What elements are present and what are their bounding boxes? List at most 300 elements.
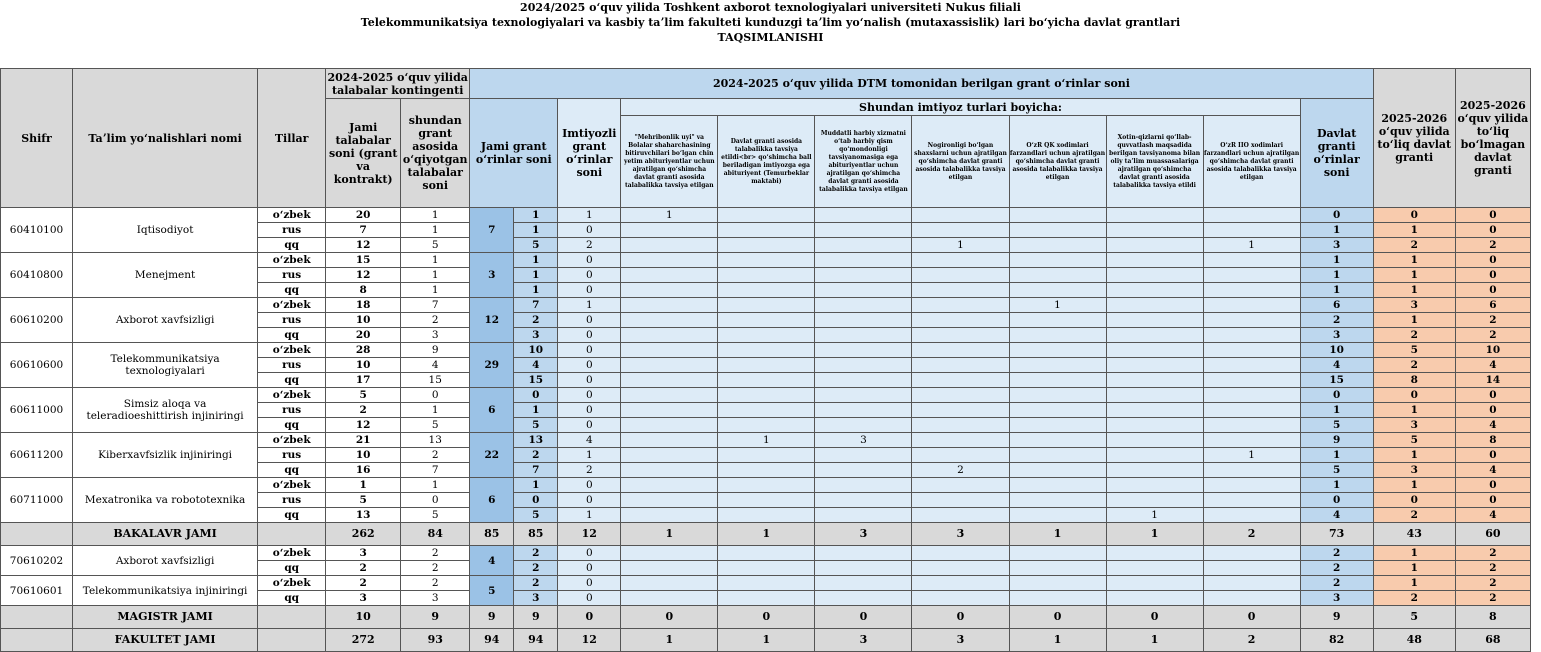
toliq-emas-grant-cell: 0 <box>1455 208 1530 223</box>
imtiyoz-type-cell <box>621 508 718 523</box>
jami-talaba-cell: 2 <box>326 576 401 591</box>
imtiyoz-type-cell <box>1203 223 1300 238</box>
imtiyoz-type-cell <box>815 313 912 328</box>
jami-talaba-cell: 1 <box>326 478 401 493</box>
lang-cell: rus <box>258 358 326 373</box>
imtiyoz-type-cell <box>815 298 912 313</box>
total-value-cell: 1 <box>718 629 815 652</box>
imtiyoz-type-cell <box>815 343 912 358</box>
header-imtiyoz-type-7: OʻzR IIO xodimlari farzandlari uchun ajratilgan qoʻshimcha davlat granti asosida talabalikka tavsiya etilgan <box>1203 116 1300 208</box>
imtiyoz-type-cell <box>1106 343 1203 358</box>
imtiyozli-cell: 2 <box>558 238 621 253</box>
imtiyozli-cell: 0 <box>558 561 621 576</box>
imtiyoz-type-cell <box>621 478 718 493</box>
lang-cell: oʻzbek <box>258 546 326 561</box>
imtiyoz-type-cell <box>621 223 718 238</box>
imtiyoz-type-cell <box>912 268 1009 283</box>
total-value-cell: 1 <box>1009 523 1106 546</box>
lang-cell: oʻzbek <box>258 253 326 268</box>
imtiyoz-type-cell <box>1203 508 1300 523</box>
imtiyoz-type-cell <box>621 373 718 388</box>
toliq-grant-cell: 5 <box>1373 433 1455 448</box>
lang-cell: qq <box>258 591 326 606</box>
imtiyoz-type-cell <box>718 418 815 433</box>
total-value-cell: 262 <box>326 523 401 546</box>
imtiyoz-type-cell <box>815 508 912 523</box>
imtiyoz-type-cell <box>718 208 815 223</box>
toliq-grant-cell: 1 <box>1373 576 1455 591</box>
imtiyoz-type-cell <box>1009 561 1106 576</box>
grant-talaba-cell: 3 <box>401 328 470 343</box>
jami-talaba-cell: 12 <box>326 268 401 283</box>
grant-talaba-cell: 1 <box>401 478 470 493</box>
lang-cell: oʻzbek <box>258 433 326 448</box>
imtiyoz-type-cell <box>718 298 815 313</box>
total-value-cell: 0 <box>912 606 1009 629</box>
imtiyoz-type-cell <box>1203 253 1300 268</box>
dtm-grant-cell: 1 <box>514 283 558 298</box>
jami-talaba-cell: 3 <box>326 591 401 606</box>
toliq-emas-grant-cell: 0 <box>1455 253 1530 268</box>
table-row <box>1 253 1531 268</box>
shifr-cell: 70610601 <box>1 576 73 606</box>
total-value-cell: 3 <box>815 629 912 652</box>
imtiyoz-type-cell <box>912 358 1009 373</box>
jami-grant-cell: 3 <box>470 253 514 298</box>
imtiyoz-type-cell <box>912 478 1009 493</box>
imtiyoz-type-cell <box>1009 358 1106 373</box>
imtiyoz-type-cell <box>718 546 815 561</box>
imtiyoz-type-cell <box>1009 268 1106 283</box>
dtm-grant-cell: 10 <box>514 343 558 358</box>
imtiyoz-type-cell <box>1203 208 1300 223</box>
lang-cell: oʻzbek <box>258 478 326 493</box>
total-value-cell: 0 <box>558 606 621 629</box>
shifr-cell: 60410100 <box>1 208 73 253</box>
imtiyozli-cell: 0 <box>558 313 621 328</box>
imtiyoz-type-cell <box>1203 591 1300 606</box>
toliq-emas-grant-cell: 4 <box>1455 358 1530 373</box>
total-value-cell: 93 <box>401 629 470 652</box>
toliq-grant-cell: 2 <box>1373 238 1455 253</box>
imtiyoz-type-cell <box>1106 358 1203 373</box>
imtiyoz-type-cell <box>1203 403 1300 418</box>
lang-cell: oʻzbek <box>258 576 326 591</box>
imtiyoz-type-cell <box>1203 478 1300 493</box>
jami-talaba-cell: 5 <box>326 493 401 508</box>
jami-talaba-cell: 2 <box>326 403 401 418</box>
total-value-cell: 1 <box>1009 629 1106 652</box>
yonalish-name-cell: Axborot xavfsizligi <box>73 298 258 343</box>
imtiyozli-cell: 0 <box>558 373 621 388</box>
total-value-cell: 60 <box>1455 523 1530 546</box>
toliq-grant-cell: 5 <box>1373 343 1455 358</box>
yonalish-name-cell: Telekommunikatsiya injiniringi <box>73 576 258 606</box>
imtiyoz-type-cell <box>1106 546 1203 561</box>
toliq-grant-cell: 0 <box>1373 493 1455 508</box>
imtiyoz-type-cell <box>912 388 1009 403</box>
grant-talaba-cell: 1 <box>401 403 470 418</box>
imtiyoz-type-cell: 2 <box>912 463 1009 478</box>
imtiyoz-type-cell: 3 <box>815 433 912 448</box>
imtiyoz-type-cell <box>1009 238 1106 253</box>
imtiyoz-type-cell <box>815 328 912 343</box>
grant-talaba-cell: 2 <box>401 561 470 576</box>
toliq-emas-grant-cell: 2 <box>1455 328 1530 343</box>
shifr-cell: 60610200 <box>1 298 73 343</box>
imtiyoz-type-cell <box>815 223 912 238</box>
imtiyoz-type-cell <box>621 238 718 253</box>
dtm-grant-cell: 3 <box>514 328 558 343</box>
imtiyoz-type-cell <box>621 561 718 576</box>
imtiyoz-type-cell <box>718 313 815 328</box>
grant-talaba-cell: 7 <box>401 298 470 313</box>
total-value-cell: 0 <box>1009 606 1106 629</box>
imtiyoz-type-cell: 1 <box>1106 508 1203 523</box>
imtiyoz-type-cell <box>815 493 912 508</box>
imtiyoz-type-cell <box>815 463 912 478</box>
imtiyoz-type-cell <box>1203 546 1300 561</box>
imtiyoz-type-cell <box>621 448 718 463</box>
total-shifr-cell <box>1 606 73 629</box>
dtm-grant-cell: 1 <box>514 253 558 268</box>
toliq-emas-grant-cell: 14 <box>1455 373 1530 388</box>
davlat-grant-cell: 3 <box>1300 238 1373 253</box>
toliq-grant-cell: 1 <box>1373 403 1455 418</box>
grant-talaba-cell: 1 <box>401 253 470 268</box>
yonalish-name-cell: Menejment <box>73 253 258 298</box>
dtm-grant-cell: 4 <box>514 358 558 373</box>
imtiyoz-type-cell <box>815 358 912 373</box>
davlat-grant-cell: 0 <box>1300 493 1373 508</box>
davlat-grant-cell: 1 <box>1300 253 1373 268</box>
imtiyoz-type-cell <box>1106 373 1203 388</box>
imtiyoz-type-cell <box>621 283 718 298</box>
imtiyoz-type-cell <box>1203 328 1300 343</box>
imtiyoz-type-cell <box>1106 298 1203 313</box>
imtiyoz-type-cell <box>718 403 815 418</box>
imtiyoz-type-cell <box>1009 343 1106 358</box>
lang-cell: qq <box>258 508 326 523</box>
toliq-emas-grant-cell: 0 <box>1455 223 1530 238</box>
lang-cell: oʻzbek <box>258 388 326 403</box>
imtiyoz-type-cell <box>912 561 1009 576</box>
jami-grant-cell: 22 <box>470 433 514 478</box>
total-value-cell: 85 <box>470 523 514 546</box>
total-value-cell: 1 <box>621 629 718 652</box>
total-lang-cell <box>258 523 326 546</box>
imtiyoz-type-cell <box>1106 313 1203 328</box>
imtiyoz-type-cell <box>718 388 815 403</box>
imtiyoz-type-cell <box>1203 283 1300 298</box>
fakultet-total-row <box>1 629 1531 652</box>
imtiyoz-type-cell <box>621 591 718 606</box>
total-value-cell: 1 <box>1106 523 1203 546</box>
lang-cell: rus <box>258 313 326 328</box>
jami-talaba-cell: 10 <box>326 313 401 328</box>
header-shundan-grant: shundan grant asosida oʻqiyotgan talabalar soni <box>401 99 470 208</box>
imtiyozli-cell: 0 <box>558 328 621 343</box>
davlat-grant-cell: 1 <box>1300 283 1373 298</box>
magistr-total-row <box>1 606 1531 629</box>
imtiyoz-type-cell <box>1009 283 1106 298</box>
toliq-grant-cell: 1 <box>1373 561 1455 576</box>
imtiyoz-type-cell <box>912 313 1009 328</box>
imtiyoz-type-cell <box>912 591 1009 606</box>
imtiyoz-type-cell <box>1106 418 1203 433</box>
grant-talaba-cell: 2 <box>401 576 470 591</box>
total-value-cell: 3 <box>912 523 1009 546</box>
imtiyozli-cell: 4 <box>558 433 621 448</box>
imtiyoz-type-cell <box>621 493 718 508</box>
imtiyoz-type-cell <box>1203 313 1300 328</box>
dtm-grant-cell: 5 <box>514 238 558 253</box>
jami-grant-cell: 12 <box>470 298 514 343</box>
title-line-3: TAQSIMLANISHI <box>717 31 824 44</box>
imtiyozli-cell: 0 <box>558 478 621 493</box>
imtiyoz-type-cell <box>1106 223 1203 238</box>
jami-grant-cell: 4 <box>470 546 514 576</box>
lang-cell: oʻzbek <box>258 343 326 358</box>
grant-table <box>0 68 1531 652</box>
imtiyoz-type-cell <box>718 508 815 523</box>
table-row <box>1 433 1531 448</box>
table-row <box>1 343 1531 358</box>
lang-cell: rus <box>258 403 326 418</box>
imtiyoz-type-cell <box>1106 478 1203 493</box>
imtiyoz-type-cell <box>718 268 815 283</box>
total-value-cell: 5 <box>1373 606 1455 629</box>
total-value-cell: 9 <box>1300 606 1373 629</box>
header-imtiyoz-type-3: Muddatli harbiy xizmatni oʻtab harbiy qism qoʻmondonligi tavsiyanomasiga ega abituriyentlar uchun ajratilgan qoʻshimcha davlat granti asosida talabalikka tavsiya etilgan <box>815 116 912 208</box>
header-davlat-grant: Davlat granti oʻrinlar soni <box>1300 99 1373 208</box>
lang-cell: qq <box>258 328 326 343</box>
toliq-emas-grant-cell: 0 <box>1455 448 1530 463</box>
imtiyoz-type-cell <box>621 358 718 373</box>
davlat-grant-cell: 3 <box>1300 591 1373 606</box>
imtiyoz-type-cell <box>1009 478 1106 493</box>
imtiyoz-type-cell <box>815 478 912 493</box>
grant-talaba-cell: 15 <box>401 373 470 388</box>
davlat-grant-cell: 6 <box>1300 298 1373 313</box>
jami-grant-cell: 29 <box>470 343 514 388</box>
grant-talaba-cell: 9 <box>401 343 470 358</box>
jami-grant-cell: 6 <box>470 478 514 523</box>
imtiyoz-type-cell <box>912 343 1009 358</box>
toliq-emas-grant-cell: 4 <box>1455 508 1530 523</box>
lang-cell: oʻzbek <box>258 298 326 313</box>
jami-talaba-cell: 28 <box>326 343 401 358</box>
dtm-grant-cell: 15 <box>514 373 558 388</box>
imtiyoz-type-cell <box>621 403 718 418</box>
imtiyoz-type-cell <box>1106 463 1203 478</box>
imtiyoz-type-cell <box>1106 253 1203 268</box>
imtiyoz-type-cell <box>621 343 718 358</box>
grant-talaba-cell: 13 <box>401 433 470 448</box>
total-value-cell: 8 <box>1455 606 1530 629</box>
imtiyoz-type-cell <box>718 283 815 298</box>
imtiyoz-type-cell <box>1009 328 1106 343</box>
dtm-grant-cell: 7 <box>514 298 558 313</box>
imtiyoz-type-cell: 1 <box>621 208 718 223</box>
imtiyozli-cell: 0 <box>558 268 621 283</box>
davlat-grant-cell: 10 <box>1300 343 1373 358</box>
jami-grant-cell: 6 <box>470 388 514 433</box>
title-line-1: 2024/2025 oʻquv yilida Toshkent axborot texnologiyalari universiteti Nukus filiali <box>520 1 1021 14</box>
imtiyoz-type-cell <box>621 433 718 448</box>
imtiyoz-type-cell <box>1203 561 1300 576</box>
lang-cell: oʻzbek <box>258 208 326 223</box>
imtiyoz-type-cell <box>815 283 912 298</box>
toliq-emas-grant-cell: 4 <box>1455 463 1530 478</box>
total-value-cell: 9 <box>514 606 558 629</box>
lang-cell: rus <box>258 268 326 283</box>
dtm-grant-cell: 2 <box>514 448 558 463</box>
imtiyoz-type-cell <box>718 561 815 576</box>
imtiyoz-type-cell <box>1106 576 1203 591</box>
imtiyoz-type-cell <box>815 373 912 388</box>
dtm-grant-cell: 3 <box>514 591 558 606</box>
imtiyozli-cell: 0 <box>558 493 621 508</box>
jami-grant-cell: 5 <box>470 576 514 606</box>
total-value-cell: 2 <box>1203 629 1300 652</box>
grant-talaba-cell: 5 <box>401 508 470 523</box>
toliq-grant-cell: 2 <box>1373 591 1455 606</box>
davlat-grant-cell: 3 <box>1300 328 1373 343</box>
imtiyoz-type-cell <box>1009 313 1106 328</box>
table-row <box>1 388 1531 403</box>
jami-grant-cell: 7 <box>470 208 514 253</box>
imtiyozli-cell: 0 <box>558 388 621 403</box>
imtiyoz-type-cell <box>1009 508 1106 523</box>
imtiyoz-type-cell <box>718 448 815 463</box>
imtiyozli-cell: 0 <box>558 576 621 591</box>
imtiyoz-type-cell <box>912 433 1009 448</box>
total-lang-cell <box>258 629 326 652</box>
header-toliq: 2025-2026 oʻquv yilida toʻliq davlat granti <box>1373 69 1455 208</box>
davlat-grant-cell: 2 <box>1300 561 1373 576</box>
total-value-cell: 68 <box>1455 629 1530 652</box>
imtiyoz-type-cell <box>815 546 912 561</box>
yonalish-name-cell: Telekommunikatsiya texnologiyalari <box>73 343 258 388</box>
total-value-cell: 82 <box>1300 629 1373 652</box>
imtiyoz-type-cell <box>912 223 1009 238</box>
imtiyoz-type-cell <box>1009 388 1106 403</box>
imtiyozli-cell: 0 <box>558 546 621 561</box>
toliq-emas-grant-cell: 0 <box>1455 283 1530 298</box>
imtiyoz-type-cell <box>1106 403 1203 418</box>
imtiyoz-type-cell <box>1009 493 1106 508</box>
total-label: MAGISTR JAMI <box>73 606 258 629</box>
grant-talaba-cell: 7 <box>401 463 470 478</box>
imtiyoz-type-cell <box>912 448 1009 463</box>
imtiyoz-type-cell <box>621 388 718 403</box>
dtm-grant-cell: 5 <box>514 418 558 433</box>
toliq-emas-grant-cell: 2 <box>1455 313 1530 328</box>
imtiyoz-type-cell: 1 <box>1203 238 1300 253</box>
imtiyoz-type-cell <box>1009 576 1106 591</box>
grant-talaba-cell: 5 <box>401 418 470 433</box>
imtiyoz-type-cell <box>815 418 912 433</box>
toliq-emas-grant-cell: 6 <box>1455 298 1530 313</box>
table-row <box>1 208 1531 223</box>
imtiyoz-type-cell <box>1203 433 1300 448</box>
toliq-emas-grant-cell: 2 <box>1455 591 1530 606</box>
jami-talaba-cell: 16 <box>326 463 401 478</box>
imtiyoz-type-cell <box>621 313 718 328</box>
imtiyoz-type-cell <box>1009 403 1106 418</box>
lang-cell: rus <box>258 493 326 508</box>
shifr-cell: 60611000 <box>1 388 73 433</box>
imtiyoz-type-cell <box>718 373 815 388</box>
total-value-cell: 2 <box>1203 523 1300 546</box>
imtiyoz-type-cell <box>1106 448 1203 463</box>
shifr-cell: 60610600 <box>1 343 73 388</box>
total-value-cell: 12 <box>558 629 621 652</box>
toliq-emas-grant-cell: 8 <box>1455 433 1530 448</box>
imtiyoz-type-cell <box>912 208 1009 223</box>
imtiyoz-type-cell <box>1203 298 1300 313</box>
imtiyoz-type-cell <box>621 328 718 343</box>
grant-talaba-cell: 2 <box>401 546 470 561</box>
imtiyozli-cell: 1 <box>558 208 621 223</box>
davlat-grant-cell: 2 <box>1300 546 1373 561</box>
imtiyoz-type-cell: 1 <box>718 433 815 448</box>
davlat-grant-cell: 2 <box>1300 313 1373 328</box>
toliq-grant-cell: 0 <box>1373 208 1455 223</box>
grant-talaba-cell: 0 <box>401 388 470 403</box>
toliq-grant-cell: 3 <box>1373 298 1455 313</box>
davlat-grant-cell: 4 <box>1300 508 1373 523</box>
lang-cell: rus <box>258 223 326 238</box>
imtiyoz-type-cell <box>912 373 1009 388</box>
total-value-cell: 0 <box>1106 606 1203 629</box>
dtm-grant-cell: 2 <box>514 546 558 561</box>
jami-talaba-cell: 10 <box>326 358 401 373</box>
imtiyoz-type-cell <box>815 253 912 268</box>
header-imtiyozli: Imtiyozli grant oʻrinlar soni <box>558 99 621 208</box>
table-row <box>1 546 1531 561</box>
toliq-emas-grant-cell: 10 <box>1455 343 1530 358</box>
total-value-cell: 272 <box>326 629 401 652</box>
toliq-emas-grant-cell: 0 <box>1455 388 1530 403</box>
total-value-cell: 94 <box>470 629 514 652</box>
header-imtiyoz-type-6: Xotin-qizlarni qoʻllab-quvvatlash maqsadida berilgan tavsiyanoma bilan oliy taʼlim muassasalariga ajratilgan qoʻshimcha davlat granti asosida talabalikka tavsiya etildi <box>1106 116 1203 208</box>
imtiyoz-type-cell <box>1009 448 1106 463</box>
dtm-grant-cell: 13 <box>514 433 558 448</box>
imtiyoz-type-cell <box>1106 591 1203 606</box>
total-lang-cell <box>258 606 326 629</box>
document-title <box>0 0 1541 45</box>
imtiyoz-type-cell <box>1009 546 1106 561</box>
total-value-cell: 0 <box>815 606 912 629</box>
imtiyoz-type-cell <box>815 238 912 253</box>
toliq-grant-cell: 1 <box>1373 478 1455 493</box>
imtiyozli-cell: 1 <box>558 298 621 313</box>
toliq-grant-cell: 8 <box>1373 373 1455 388</box>
imtiyoz-type-cell <box>621 463 718 478</box>
davlat-grant-cell: 4 <box>1300 358 1373 373</box>
toliq-grant-cell: 1 <box>1373 448 1455 463</box>
header-jami-talaba: Jami talabalar soni (grant va kontrakt) <box>326 99 401 208</box>
imtiyoz-type-cell <box>815 561 912 576</box>
imtiyoz-type-cell <box>912 283 1009 298</box>
imtiyoz-type-cell <box>718 343 815 358</box>
imtiyoz-type-cell <box>1106 268 1203 283</box>
yonalish-name-cell: Kiberxavfsizlik injiniringi <box>73 433 258 478</box>
total-value-cell: 94 <box>514 629 558 652</box>
davlat-grant-cell: 5 <box>1300 418 1373 433</box>
